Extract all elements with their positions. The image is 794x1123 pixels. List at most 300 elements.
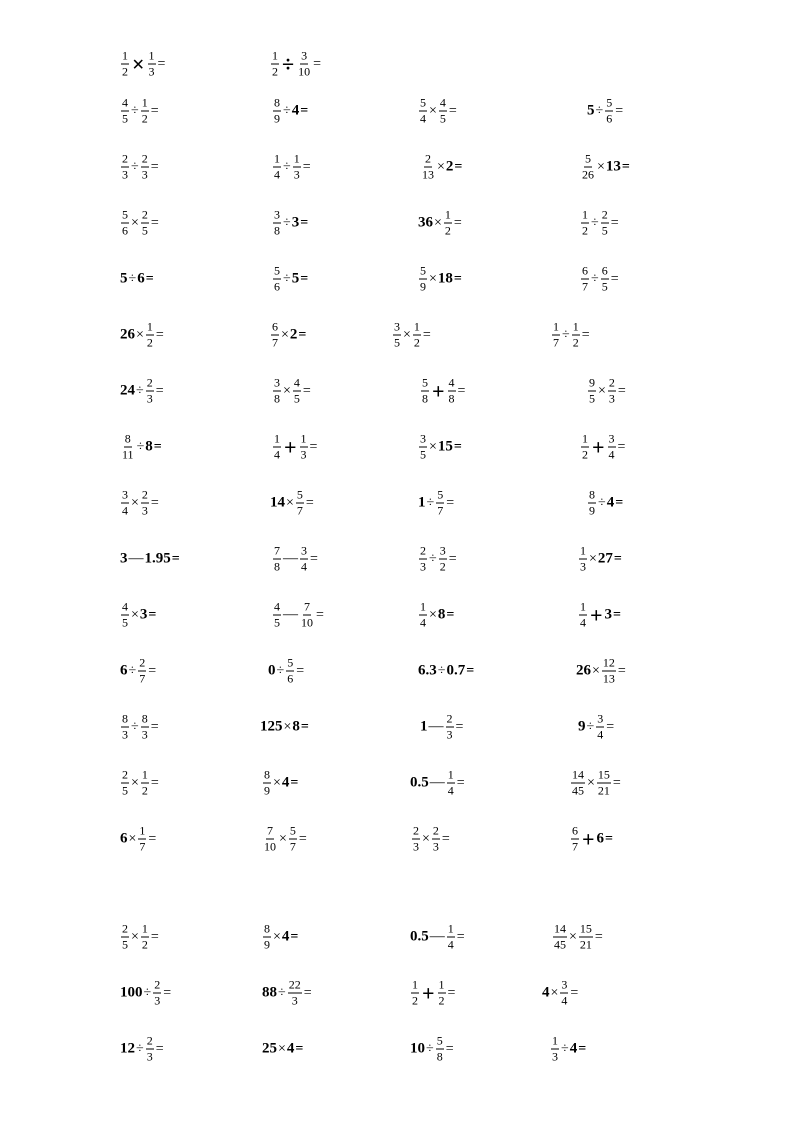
numerator: 5 (287, 655, 294, 670)
math-problem (410, 923, 465, 952)
math-problem (268, 657, 304, 686)
denominator: 3 (413, 839, 419, 854)
fraction (588, 377, 596, 406)
operator: ÷ (591, 271, 599, 286)
numerator: 3 (420, 431, 426, 446)
equals-sign: = (298, 327, 307, 342)
number: 4 (281, 928, 290, 945)
number: 8 (292, 718, 300, 735)
fraction (300, 545, 308, 574)
numerator: 2 (146, 1033, 153, 1048)
equals-sign: = (615, 495, 624, 510)
math-problem (420, 713, 463, 742)
number: 25 (262, 1040, 277, 1057)
number: 2 (289, 326, 298, 343)
denominator: 45 (554, 937, 566, 952)
numerator: 2 (154, 977, 161, 992)
operator: ÷ (128, 271, 137, 286)
fraction (141, 713, 149, 742)
numerator: 1 (444, 207, 451, 222)
numerator: 5 (436, 1033, 443, 1048)
operator: × (598, 383, 606, 398)
numerator: 2 (425, 151, 431, 166)
numerator: 3 (301, 48, 308, 63)
equals-sign: = (305, 495, 314, 510)
denominator: 5 (589, 391, 595, 406)
denominator: 3 (291, 993, 298, 1008)
denominator: 3 (300, 447, 307, 462)
fraction (263, 923, 271, 952)
equals-sign: = (605, 831, 614, 846)
fraction (263, 825, 277, 854)
equals-sign: = (610, 215, 619, 230)
equals-sign: = (300, 719, 309, 734)
numerator: 4 (274, 599, 280, 614)
denominator: 7 (437, 503, 444, 518)
operator: × (587, 775, 595, 790)
numerator: 4 (439, 95, 446, 110)
equals-sign: = (290, 775, 299, 790)
operator: — (283, 606, 298, 623)
equals-sign: = (295, 1041, 304, 1056)
numerator: 8 (589, 487, 595, 502)
fraction (146, 1035, 154, 1064)
operator: × (281, 327, 289, 342)
numerator: 2 (446, 711, 453, 726)
equals-sign: = (155, 1041, 164, 1056)
equals-sign: = (613, 551, 622, 566)
denominator: 5 (122, 937, 128, 952)
denominator: 9 (274, 111, 280, 126)
fraction (419, 433, 427, 462)
fraction (446, 713, 454, 742)
operator: × (569, 929, 577, 944)
math-problem (120, 153, 159, 182)
fraction (553, 923, 567, 952)
numerator: 22 (288, 977, 301, 992)
denominator: 10 (301, 615, 313, 630)
operator: ÷ (283, 271, 291, 286)
fraction (436, 1035, 444, 1064)
math-problem (272, 209, 308, 238)
operator: — (283, 550, 298, 567)
math-problem (262, 825, 307, 854)
denominator: 7 (553, 335, 559, 350)
equals-sign: = (148, 663, 157, 678)
fraction (608, 377, 616, 406)
fraction (393, 321, 401, 350)
math-problem (272, 433, 317, 462)
number: 6 (137, 270, 145, 287)
number: 27 (597, 550, 613, 567)
fraction (447, 923, 455, 952)
operator: ÷ (426, 1041, 434, 1056)
operator: ÷ (283, 215, 291, 230)
numerator: 5 (289, 823, 296, 838)
equals-sign: = (155, 383, 164, 398)
math-problem (120, 1035, 164, 1064)
denominator: 2 (439, 559, 446, 574)
numerator: 2 (601, 207, 608, 222)
number: 5 (120, 270, 128, 287)
numerator: 2 (432, 823, 439, 838)
numerator: 8 (122, 711, 128, 726)
denominator: 3 (141, 167, 148, 182)
math-problem (262, 1042, 303, 1057)
fraction (419, 545, 427, 574)
fraction (421, 153, 435, 182)
fraction (263, 769, 271, 798)
numerator: 1 (553, 319, 559, 334)
number: 2 (445, 158, 454, 175)
equals-sign: = (300, 103, 309, 118)
fraction (153, 979, 161, 1008)
fraction (439, 97, 447, 126)
math-problem (418, 97, 457, 126)
equals-sign: = (296, 663, 305, 678)
numerator: 1 (139, 823, 146, 838)
denominator: 13 (422, 167, 434, 182)
equals-sign: = (621, 159, 630, 174)
math-problem (418, 209, 462, 238)
number: 10 (410, 1040, 425, 1057)
number: 8 (145, 438, 153, 455)
equals-sign: = (466, 663, 475, 678)
math-problem (418, 489, 454, 518)
operator: × (422, 831, 430, 846)
denominator: 4 (447, 783, 454, 798)
number: 15 (437, 438, 453, 455)
operator: ÷ (131, 103, 139, 118)
numerator: 1 (274, 431, 280, 446)
denominator: 3 (580, 559, 586, 574)
numerator: 15 (579, 921, 592, 936)
fraction (141, 153, 149, 182)
equals-sign: = (150, 929, 159, 944)
fraction (579, 601, 587, 630)
numerator: 9 (589, 375, 595, 390)
operator: ÷ (278, 985, 286, 1000)
denominator: 5 (122, 111, 128, 126)
equals-sign: = (610, 271, 619, 286)
operator: × (278, 1041, 286, 1056)
numerator: 1 (272, 48, 278, 63)
math-problem (120, 552, 180, 567)
fraction (447, 769, 455, 798)
fraction (273, 97, 281, 126)
fraction (581, 433, 589, 462)
denominator: 6 (287, 671, 294, 686)
numerator: 15 (597, 767, 610, 782)
denominator: 2 (141, 783, 148, 798)
denominator: 10 (264, 839, 276, 854)
numerator: 2 (141, 207, 148, 222)
math-problem (120, 433, 162, 462)
equals-sign: = (171, 551, 180, 566)
denominator: 3 (146, 1049, 153, 1064)
numerator: 1 (141, 767, 148, 782)
math-problem (120, 377, 164, 406)
fraction (121, 489, 129, 518)
numerator: 12 (602, 655, 615, 670)
number: 14 (270, 494, 285, 511)
numerator: 7 (274, 543, 280, 558)
numerator: 4 (293, 375, 300, 390)
equals-sign: = (448, 103, 457, 118)
denominator: 5 (394, 335, 400, 350)
equals-sign: = (422, 327, 431, 342)
denominator: 4 (420, 111, 426, 126)
operator: × (273, 775, 281, 790)
numerator: 5 (122, 207, 128, 222)
fraction (121, 50, 129, 79)
number: 4 (291, 102, 300, 119)
fraction (146, 377, 154, 406)
operator: × (597, 159, 605, 174)
number: 5 (291, 270, 300, 287)
fraction (273, 209, 281, 238)
numerator: 4 (448, 375, 455, 390)
denominator: 21 (579, 937, 592, 952)
number: 6 (596, 830, 605, 847)
number: 36 (418, 214, 433, 231)
math-problem (578, 601, 621, 630)
fraction (141, 209, 149, 238)
denominator: 3 (148, 64, 155, 79)
math-problem (262, 923, 298, 952)
operator: ÷ (283, 159, 291, 174)
operator: × (128, 831, 137, 846)
fraction (138, 657, 146, 686)
equals-sign: = (445, 1041, 454, 1056)
number: 3 (139, 606, 148, 623)
number: 6 (120, 662, 128, 679)
fraction (411, 979, 419, 1008)
operator: × (592, 663, 600, 678)
math-problem (580, 433, 625, 462)
numerator: 6 (272, 319, 278, 334)
equals-sign: = (615, 103, 624, 118)
numerator: 1 (122, 48, 128, 63)
denominator: 7 (296, 503, 303, 518)
equals-sign: = (454, 159, 463, 174)
equals-sign: = (316, 607, 324, 622)
numerator: 1 (420, 599, 426, 614)
operator: ÷ (598, 495, 606, 510)
math-problem (262, 769, 298, 798)
numerator: 3 (394, 319, 400, 334)
math-problem (578, 713, 614, 742)
math-problem (120, 97, 159, 126)
equals-sign: = (150, 775, 159, 790)
denominator: 5 (122, 615, 128, 630)
equals-sign: = (300, 271, 309, 286)
denominator: 5 (601, 223, 608, 238)
number: 0 (268, 662, 276, 679)
equals-sign: = (302, 383, 311, 398)
numerator: 2 (139, 655, 146, 670)
equals-sign: = (446, 607, 455, 622)
numerator: 5 (420, 95, 426, 110)
denominator: 2 (412, 993, 418, 1008)
math-problem (120, 489, 159, 518)
operator: ÷ (131, 159, 139, 174)
math-problem (120, 769, 159, 798)
operator: ÷ (429, 551, 437, 566)
numerator: 8 (141, 711, 148, 726)
equals-sign: = (155, 327, 164, 342)
operator: ÷ (283, 103, 291, 118)
math-problem (120, 50, 165, 79)
equals-sign: = (453, 439, 462, 454)
fraction (448, 377, 456, 406)
denominator: 3 (446, 727, 453, 742)
fraction (141, 769, 149, 798)
fraction (581, 265, 589, 294)
fraction (438, 979, 446, 1008)
numerator: 6 (582, 263, 588, 278)
number: 4 (569, 1040, 578, 1057)
number: 18 (437, 270, 453, 287)
operator: × (283, 719, 292, 734)
equals-sign: = (447, 985, 456, 1000)
numerator: 1 (412, 977, 418, 992)
operator: ÷ (136, 383, 144, 398)
denominator: 2 (438, 993, 445, 1008)
number: 12 (120, 1040, 135, 1057)
math-problem (272, 153, 311, 182)
math-problem (272, 97, 308, 126)
operator: ÷ (282, 51, 295, 76)
denominator: 3 (420, 559, 426, 574)
numerator: 1 (274, 151, 280, 166)
fraction (560, 979, 568, 1008)
denominator: 4 (608, 447, 615, 462)
operator: × (136, 327, 144, 342)
operator: ÷ (276, 663, 285, 678)
denominator: 2 (572, 335, 579, 350)
fraction (141, 923, 149, 952)
math-problem (418, 545, 457, 574)
fraction (300, 601, 314, 630)
number: 1.95 (144, 550, 171, 567)
equals-sign: = (456, 929, 465, 944)
equals-sign: = (594, 929, 603, 944)
equals-sign: = (613, 607, 622, 622)
fraction (121, 209, 129, 238)
operator: × (429, 271, 437, 286)
denominator: 8 (274, 559, 280, 574)
equals-sign: = (300, 215, 309, 230)
equals-sign: = (578, 1041, 587, 1056)
math-problem (420, 377, 465, 406)
numerator: 1 (293, 151, 300, 166)
denominator: 2 (444, 223, 451, 238)
fraction (121, 713, 129, 742)
operator: × (132, 51, 145, 76)
denominator: 9 (264, 783, 270, 798)
operator: × (429, 607, 437, 622)
denominator: 2 (413, 335, 420, 350)
equals-sign: = (617, 663, 626, 678)
numerator: 1 (572, 319, 579, 334)
numerator: 8 (264, 767, 270, 782)
fraction (551, 1035, 559, 1064)
operator: × (279, 831, 287, 846)
number: 5 (587, 102, 595, 119)
fraction (289, 825, 297, 854)
denominator: 3 (146, 391, 153, 406)
fraction (300, 433, 308, 462)
fraction (273, 377, 281, 406)
math-problem (120, 601, 156, 630)
fraction (413, 321, 421, 350)
math-problem (578, 545, 622, 574)
equals-sign: = (617, 383, 626, 398)
denominator: 6 (274, 279, 280, 294)
fraction (141, 97, 149, 126)
numerator: 1 (141, 921, 148, 936)
number: 9 (578, 718, 586, 735)
numerator: 2 (122, 921, 128, 936)
denominator: 4 (274, 167, 280, 182)
equals-sign: = (150, 159, 159, 174)
number: 1 (420, 718, 428, 735)
denominator: 7 (272, 335, 278, 350)
equals-sign: = (456, 775, 465, 790)
numerator: 3 (561, 977, 568, 992)
fraction (121, 923, 129, 952)
math-problem (120, 979, 171, 1008)
numerator: 4 (122, 599, 128, 614)
math-problem (410, 1035, 454, 1064)
operator: + (284, 434, 297, 459)
fraction (273, 153, 281, 182)
numerator: 2 (122, 767, 128, 782)
math-problem (418, 433, 462, 462)
math-problem (272, 265, 308, 294)
numerator: 5 (606, 95, 613, 110)
operator: ÷ (586, 719, 595, 734)
number: 6 (120, 830, 128, 847)
math-problem (570, 769, 621, 798)
numerator: 1 (300, 431, 307, 446)
operator: × (131, 929, 139, 944)
denominator: 2 (141, 937, 148, 952)
denominator: 8 (274, 223, 280, 238)
equals-sign: = (157, 56, 166, 71)
equals-sign: = (581, 327, 590, 342)
denominator: 4 (447, 937, 454, 952)
numerator: 3 (301, 543, 307, 558)
numerator: 7 (267, 823, 273, 838)
equals-sign: = (148, 607, 157, 622)
math-problem (551, 321, 590, 350)
denominator: 5 (274, 615, 280, 630)
math-problem (270, 489, 314, 518)
operator: × (403, 327, 411, 342)
operator: — (429, 774, 445, 791)
fraction (138, 825, 146, 854)
numerator: 6 (572, 823, 578, 838)
fraction (121, 153, 129, 182)
numerator: 1 (148, 48, 155, 63)
denominator: 5 (439, 111, 446, 126)
operator: × (286, 495, 294, 510)
math-problem (418, 265, 462, 294)
fraction (419, 97, 427, 126)
denominator: 7 (139, 839, 146, 854)
